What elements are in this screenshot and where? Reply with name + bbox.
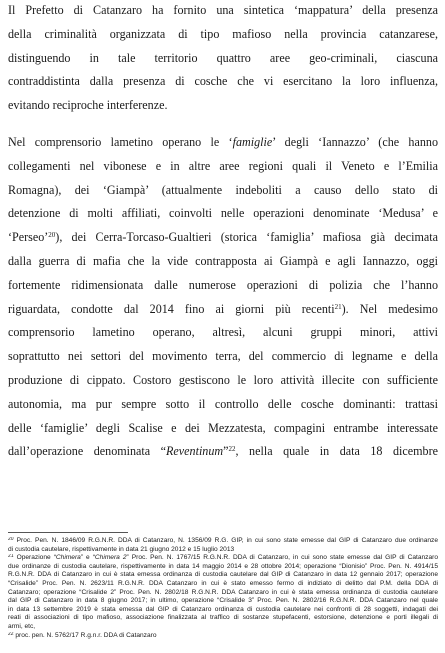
text-fragment: Operazione “ <box>13 554 56 562</box>
text-line: delle ‘famiglie’ degli Scalise e dei Mezzatesta, compagini entrambe interessate <box>8 420 438 435</box>
text-line: distinguendo in tale territorio quattro aree geo-criminali, ciascuna <box>8 50 438 65</box>
footnote-line: reati di associazioni di tipo mafioso, associazione finalizzata al traffico di sostanze stupefacenti, estorsione, detenzione e porti illegali di <box>8 614 438 622</box>
text-fragment: ” Proc. Pen. N. 1767/15 R.G.N.R. DDA di Catanzaro, in cui sono state emesse dal GIP di Catanzaro <box>126 554 438 562</box>
footnote-line: Catanzaro; operazione “Crisalide 2” Proc. Pen. N. 2802/18 R.G.N.R. DDA Catanzaro in cui è stata emessa ordinanza di custodia cautelare <box>8 588 438 596</box>
text-line: Il Prefetto di Catanzaro ha fornito una sintetica ‘mappatura’ della presenza <box>8 3 438 17</box>
text-fragment: Nel comprensorio lametino operano le ‘ <box>8 135 233 149</box>
footnotes <box>8 537 438 640</box>
text-line: evitando reciproche interferenze. <box>8 98 168 113</box>
footnote-separator <box>8 532 128 533</box>
text-fragment: ” e “ <box>80 554 95 562</box>
footnote-ref-20[interactable]: 20 <box>48 231 56 240</box>
text-fragment: ). Nel medesimo <box>341 301 438 316</box>
emphasis-text: Chimera <box>55 554 81 562</box>
text-fragment: ” <box>223 444 229 459</box>
emphasis-text: famiglie <box>232 135 273 149</box>
text-fragment: , nella quale in data 18 dicembre <box>235 444 438 459</box>
footnote-20 <box>8 537 438 554</box>
text-fragment: ‘Perseo’ <box>8 230 49 245</box>
paragraph-2 <box>8 131 438 464</box>
text-line: collegamenti nel vibonese e in altre aree regioni quali il Veneto e l’Emilia <box>8 158 438 173</box>
footnote-line <box>8 537 438 546</box>
footnote-line <box>8 632 438 641</box>
text-line: della criminalità organizzata di tipo mafioso nella provincia catanzarese, <box>8 26 438 41</box>
footnote-line: “Crisalide” Proc. Pen. N. 2623/11 R.G.N.R. DDA Catanzaro in cui è stato emesso fermo di indiziato di delitto dal P.M. della DDA di <box>8 579 438 587</box>
text-line: autonomia, ma pur sempre sotto il controllo delle cosche dominanti: trattasi <box>8 396 438 411</box>
paragraph-1 <box>8 0 438 118</box>
footnote-line: R.G.N.R. DDA di Catanzaro in cui è stata emessa ordinanza di custodia cautelare dal GIP di Catanzaro in data 12 gennaio 2017; operazione <box>8 571 438 579</box>
text-line: fortemente ridimensionata dalle numerose operazioni di polizia che l’hanno <box>8 277 438 292</box>
text-line: comprensorio lametino operano, altresì, alcuni gruppi minori, attivi <box>8 325 438 340</box>
text-fragment: ’ degli ‘Iannazzo’ (che hanno <box>272 135 438 149</box>
emphasis-text: Reventinum <box>166 444 224 459</box>
footnote-line: dal GIP di Catanzaro in data 8 giugno 2017; in ultimo, operazione “Crisalide 3” Proc. Pen. N. 2802/16 R.G.N.R. DDA Catanzaro nel quale <box>8 597 438 605</box>
text-fragment: riguardata, condotte dal 2014 fino ai giorni più recenti <box>8 301 335 316</box>
text-line <box>8 131 438 155</box>
text-line: contraddistinta dalla presenza di cosche che vi esercitano la loro influenza, <box>8 74 438 89</box>
footnote-22 <box>8 632 438 641</box>
footnote-line: di custodia cautelare, rispettivamente in data 21 giugno 2012 e 15 luglio 2013 <box>8 545 235 553</box>
footnote-number: 22 <box>8 631 14 637</box>
footnote-line: in data 13 settembre 2019 è stata emessa dal GIP di Catanzaro ordinanza di custodia cautelare nei confronti di 28 soggetti, indagati dei <box>8 605 438 613</box>
text-line <box>8 440 438 464</box>
text-fragment: dall’operazione denominata “ <box>8 444 167 459</box>
text-line <box>8 226 438 250</box>
text-line: Romagna), dei ‘Giampà’ (attualmente indeboliti a causo dello stato di <box>8 182 438 197</box>
text-line <box>8 298 438 322</box>
footnote-line: due ordinanze di custodia cautelare, rispettivamente in data 14 maggio 2014 e 28 ottobre 2014; operazione “Dionisio” Proc. Pen. N. 4914/15 <box>8 562 438 570</box>
text-line: detenzione di molti affiliati, coinvolti nelle operazioni denominate ‘Medusa’ e <box>8 206 438 221</box>
footnote-line <box>8 554 438 563</box>
footnote-21 <box>8 554 438 631</box>
text-line: produzione di cippato. Costoro gestiscono le loro attività illecite con sufficiente <box>8 372 438 387</box>
footnote-ref-22[interactable]: 22 <box>228 445 236 454</box>
footnote-ref-21[interactable]: 21 <box>334 302 342 311</box>
footnote-number: 20 <box>8 537 14 542</box>
footnote-line: armi, etc, <box>8 622 36 630</box>
emphasis-text: Chimera 2 <box>94 554 127 562</box>
text-fragment: ), dei Cerra-Torcaso-Gualtieri (storica ‘famiglia’ mafiosa già decimata <box>55 230 438 245</box>
text-line: soprattutto nei settori del movimento terra, del commercio di legname e della <box>8 349 438 364</box>
text-fragment: proc. pen. N. 5762/17 R.g.n.r. DDA di Catanzaro <box>13 631 157 639</box>
text-fragment: Proc. Pen. N. 1846/09 R.G.N.R. DDA di Catanzaro, N. 1356/09 R.G. GIP, in cui sono state emesse dal GIP di Catanzaro due ordinanze <box>13 537 438 544</box>
footnote-number: 21 <box>8 554 14 560</box>
text-line: dalla guerra di mafia che la vide contrapposta ai Giampà e agli Iannazzo, oggi <box>8 253 438 268</box>
